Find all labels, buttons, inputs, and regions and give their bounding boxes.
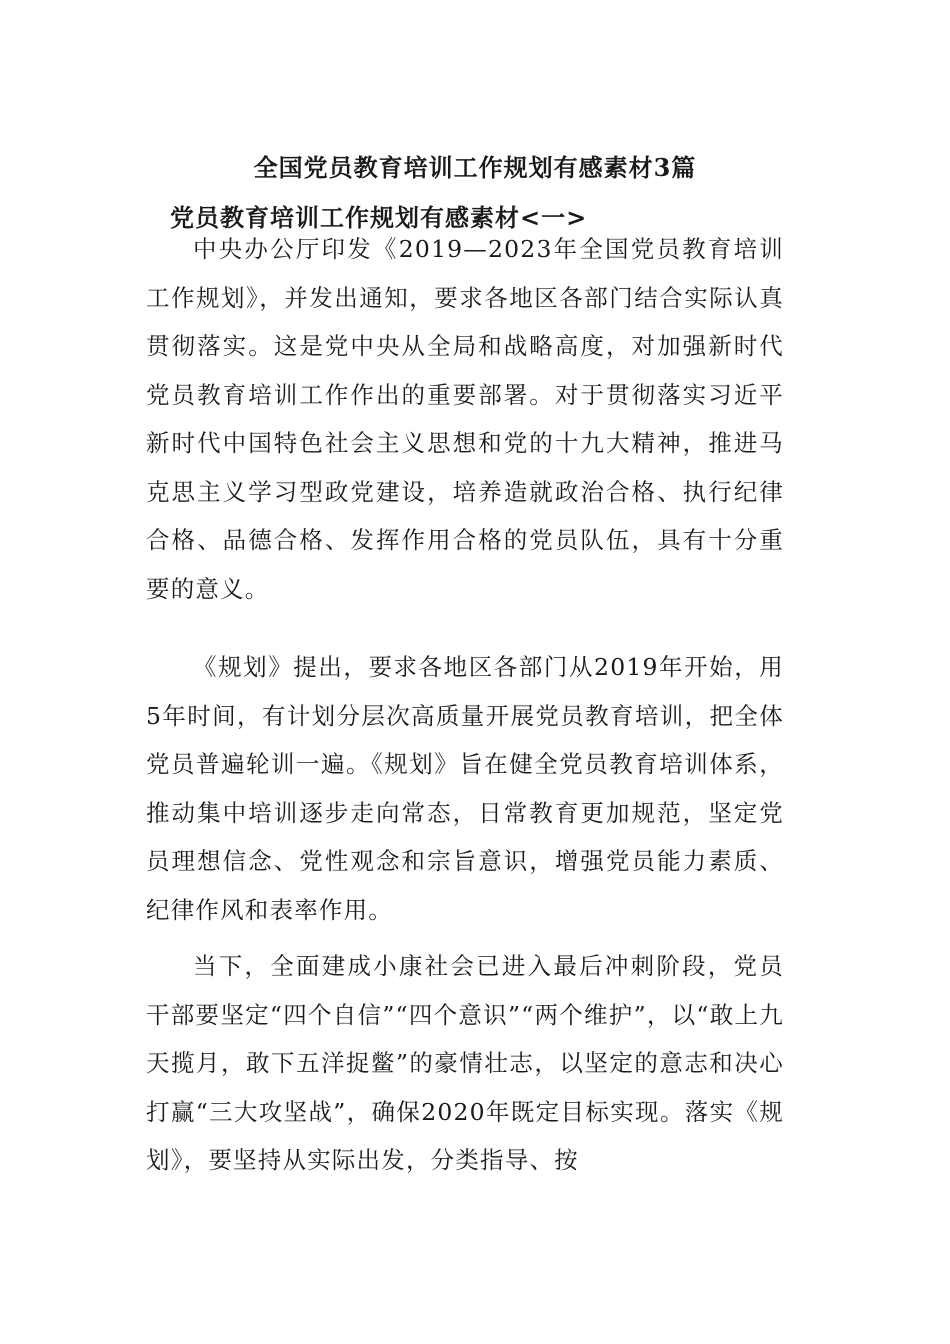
body-paragraph: 《规划》提出，要求各地区各部门从2019年开始，用5年时间，有计划分层次高质量开展党员教育培训，把全体党员普遍轮训一遍。《规划》旨在健全党员教育培训体系，推动集中培训逐步走向常态，日常教育更加规范，坚定党员理想信念、党性观念和宗旨意识，增强党员能力素质、纪律作风和表率作用。	[146, 653, 784, 924]
document-title: 全国党员教育培训工作规划有感素材3篇	[253, 153, 697, 182]
body-paragraph: 当下，全面建成小康社会已进入最后冲刺阶段，党员干部要坚定“四个自信”“四个意识”“两个维护”，以“敢上九天揽月，敢下五洋捉鳖”的豪情壮志，以坚定的意志和决心打赢“三大攻坚战”，确保2020年既定目标实现。落实《规划》，要坚持从实际出发，分类指导、按	[146, 952, 784, 1174]
body-paragraph: 中央办公厅印发《2019—2023年全国党员教育培训工作规划》，并发出通知，要求各地区各部门结合实际认真贯彻落实。这是党中央从全局和战略高度，对加强新时代党员教育培训工作作出的重要部署。对于贯彻落实习近平新时代中国特色社会主义思想和党的十九大精神，推进马克思主义学习型政党建设，培养造就政治合格、执行纪律合格、品德合格、发挥作用合格的党员队伍，具有十分重要的意义。	[146, 235, 784, 603]
section-heading: 党员教育培训工作规划有感素材<一>	[170, 203, 588, 232]
